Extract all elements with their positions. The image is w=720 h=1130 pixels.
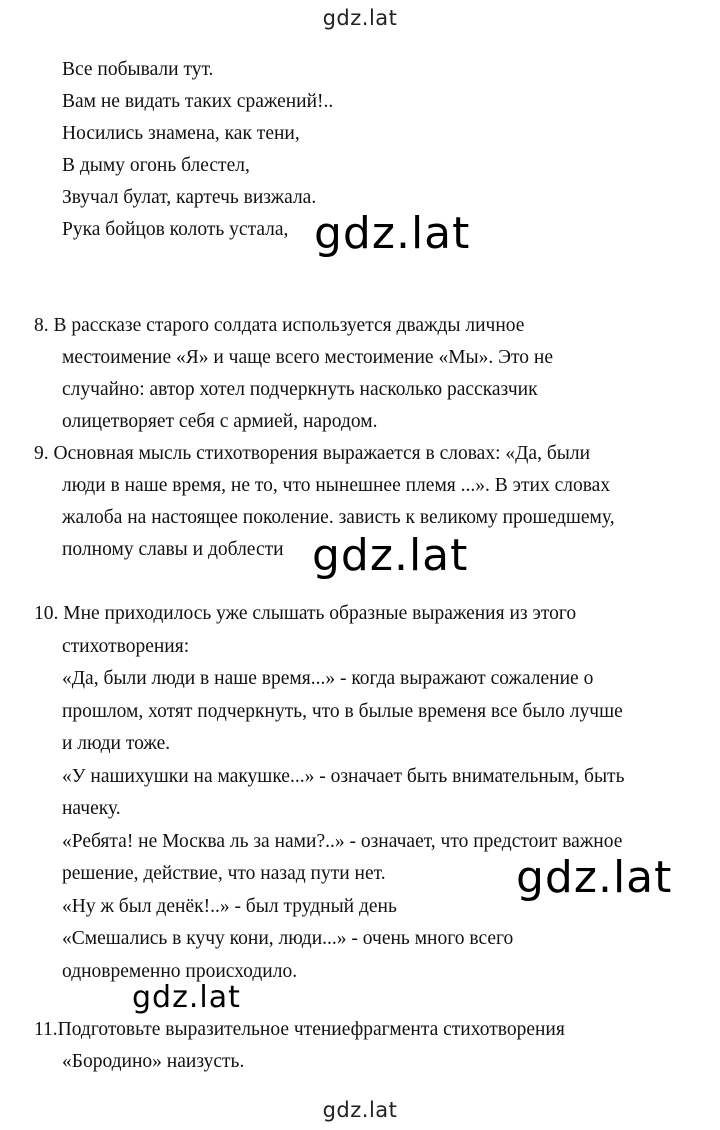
poem-line: Звучал булат, картечь визжала.	[62, 187, 317, 208]
item-10-line: «Ну ж был денёк!..» - был трудный день	[62, 895, 397, 917]
item-10-line: «Да, были люди в наше время...» - когда выражают сожаление о	[62, 668, 594, 689]
item-8-line: 8. В рассказе старого солдата используется дважды личное	[34, 315, 525, 336]
watermark-stamp-1: gdz.lat	[314, 208, 471, 259]
item-9-line: полному славы и доблести	[62, 539, 284, 560]
poem-line: Все побывали тут.	[62, 59, 214, 80]
item-10-line: стихотворения:	[62, 635, 190, 657]
item-10-line: решение, действие, что назад пути нет.	[62, 863, 386, 884]
item-10-line: «Ребята! не Москва ль за нами?..» - означает, что предстоит важное	[62, 830, 623, 852]
item-10-line: «Смешались в кучу кони, люди...» - очень много всего	[62, 928, 514, 949]
poem-line: Рука бойцов колоть устала,	[62, 219, 289, 240]
watermark-top: gdz.lat	[322, 6, 398, 30]
poem-line: В дыму огонь блестел,	[62, 155, 250, 176]
watermark-bottom: gdz.lat	[322, 1098, 398, 1122]
item-10-line: прошлом, хотят подчеркнуть, что в былые временя все было лучше	[62, 700, 623, 722]
poem-line: Носились знамена, как тени,	[62, 123, 300, 144]
watermark-stamp-3: gdz.lat	[516, 852, 673, 903]
item-8-line: местоимение «Я» и чаще всего местоимение «Мы». Это не	[62, 347, 553, 368]
item-10-line: 10. Мне приходилось уже слышать образные выражения из этого	[34, 603, 577, 624]
item-10-line: начеку.	[62, 798, 121, 819]
item-11-line: «Бородино» наизусть.	[62, 1051, 245, 1072]
watermark-stamp-4: gdz.lat	[132, 980, 241, 1015]
item-10-line: «У нашихушки на макушке...» - означает быть внимательным, быть	[62, 765, 625, 787]
item-8-line: случайно: автор хотел подчеркнуть насколько рассказчик	[62, 379, 538, 400]
item-10-line: и люди тоже.	[62, 733, 171, 754]
item-8-line: олицетворяет себя с армией, народом.	[62, 411, 378, 432]
item-10-line: одновременно происходило.	[62, 960, 298, 982]
item-9-line: жалоба на настоящее поколение. зависть к великому прошедшему,	[62, 507, 615, 528]
item-11-line: 11.Подготовьте выразительное чтениефрагмента стихотворения	[34, 1019, 565, 1040]
item-9-line: люди в наше время, не то, что нынешнее племя ...». В этих словах	[62, 475, 611, 496]
watermark-stamp-2: gdz.lat	[312, 530, 469, 581]
item-9-line: 9. Основная мысль стихотворения выражается в словах: «Да, были	[34, 443, 591, 464]
poem-line: Вам не видать таких сражений!..	[62, 91, 334, 112]
